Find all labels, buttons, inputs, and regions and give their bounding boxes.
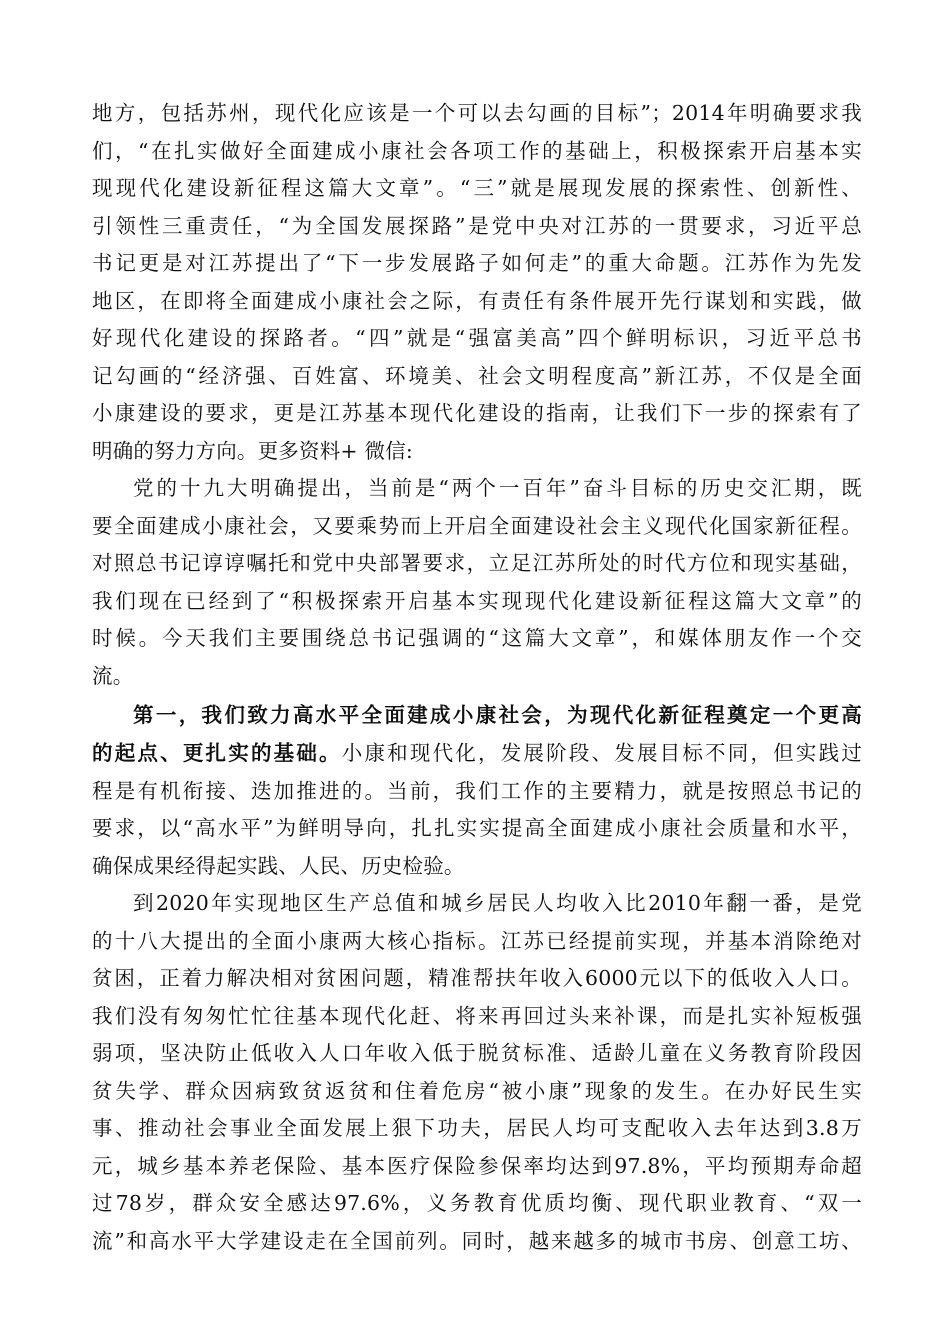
text-line: 引领性三重责任，“为全国发展探路”是党中央对江苏的一贯要求，习近平总: [92, 214, 862, 238]
text-line: 时候。今天我们主要围绕总书记强调的“这篇大文章”，和媒体朋友作一个交: [92, 626, 862, 650]
text-line: 对照总书记谆谆嘱托和党中央部署要求，立足江苏所处的时代方位和现实基础，: [92, 551, 862, 575]
text-line: 好现代化建设的探路者。“四”就是“强富美高”四个鲜明标识，习近平总书: [92, 326, 862, 350]
text-line: 事、推动社会事业全面发展上狠下功夫，居民人均可支配收入去年达到3.8万: [92, 1116, 862, 1140]
text-line: 地方，包括苏州，现代化应该是一个可以去勾画的目标”；2014年明确要求我: [92, 101, 862, 125]
text-line: 地区，在即将全面建成小康社会之际，有责任有条件展开先行谋划和实践，做: [92, 289, 862, 313]
text-line: 党的十九大明确提出，当前是“两个一百年”奋斗目标的历史交汇期，既: [133, 476, 862, 500]
text-line: 弱项，坚决防止低收入人口年收入低于脱贫标准、适龄儿童在义务教育阶段因: [92, 1041, 862, 1065]
text-line: 要求，以“高水平”为鲜明导向，扎扎实实提高全面建成小康社会质量和水平，: [92, 816, 862, 840]
text-line: 要全面建成小康社会，又要乘势而上开启全面建设社会主义现代化国家新征程。: [92, 514, 862, 538]
text-line: 元，城乡基本养老保险、基本医疗保险参保率均达到97.8%，平均预期寿命超: [92, 1154, 862, 1178]
text-line: 我们现在已经到了“积极探索开启基本实现现代化建设新征程这篇大文章”的: [92, 589, 862, 613]
text-line: 过78岁，群众安全感达97.6%，义务教育优质均衡、现代职业教育、“双一: [92, 1191, 862, 1215]
text-line: 到2020年实现地区生产总值和城乡居民人均收入比2010年翻一番，是党: [133, 891, 862, 915]
text-line: 书记更是对江苏提出了“下一步发展路子如何走”的重大命题。江苏作为先发: [92, 251, 862, 275]
text-line: [92, 738, 862, 768]
text-line: 现现代化建设新征程这篇大文章”。“三”就是展现发展的探索性、创新性、: [92, 176, 862, 200]
text-span: 小康和现代化，发展阶段、发展目标不同，但实践过: [341, 741, 862, 765]
text-line: 流”和高水平大学建设走在全国前列。同时，越来越多的城市书房、创意工坊、: [92, 1229, 862, 1253]
section-heading-tail: 的起点、更扎实的基础。: [92, 741, 342, 765]
text-line: 贫困，正着力解决相对贫困问题，精准帮扶年收入6000元以下的低收入人口。: [92, 966, 862, 990]
text-line: 贫失学、群众因病致贫返贫和住着危房“被小康”现象的发生。在办好民生实: [92, 1079, 862, 1103]
text-line: 我们没有匆匆忙忙往基本现代化赶、将来再回过头来补课，而是扎实补短板强: [92, 1004, 862, 1028]
text-line: 确保成果经得起实践、人民、历史检验。: [92, 854, 465, 878]
text-line: 明确的努力方向。更多资料+ 微信:: [92, 439, 413, 463]
text-line: 记勾画的“经济强、百姓富、环境美、社会文明程度高”新江苏，不仅是全面: [92, 364, 862, 388]
text-line: 们，“在扎实做好全面建成小康社会各项工作的基础上，积极探索开启基本实: [92, 139, 862, 163]
section-heading-line: 第一，我们致力高水平全面建成小康社会，为现代化新征程奠定一个更高: [133, 703, 862, 727]
text-line: 小康建设的要求，更是江苏基本现代化建设的指南，让我们下一步的探索有了: [92, 401, 862, 425]
text-line: 流。: [92, 664, 134, 688]
text-line: 的十八大提出的全面小康两大核心指标。江苏已经提前实现，并基本消除绝对: [92, 929, 862, 953]
text-line: 程是有机衔接、迭加推进的。当前，我们工作的主要精力，就是按照总书记的: [92, 779, 862, 803]
